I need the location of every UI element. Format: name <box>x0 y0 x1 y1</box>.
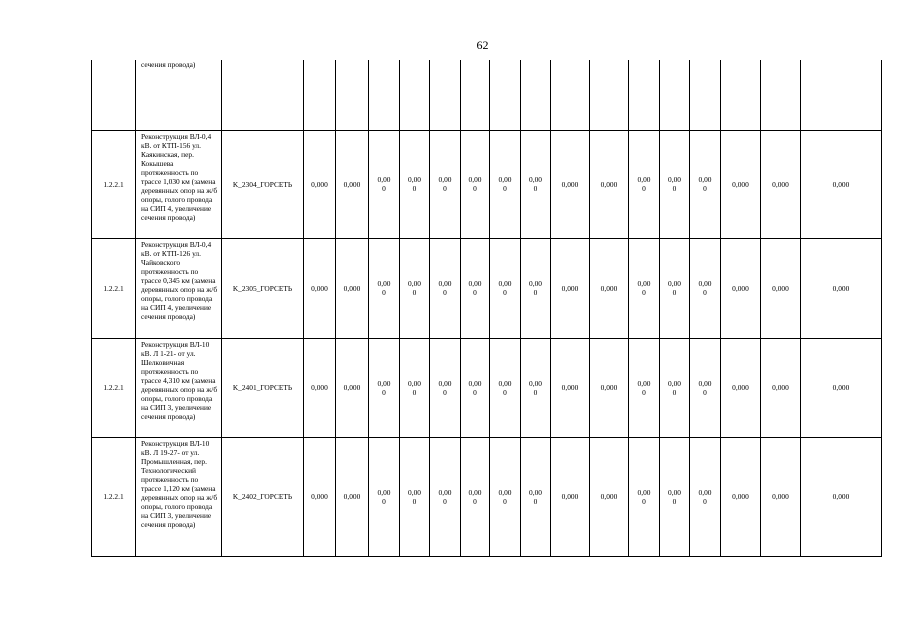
value-text: 0,000 <box>408 175 421 193</box>
cell-value: 0,000 <box>761 130 801 238</box>
cell-value: 0,000 <box>801 437 882 556</box>
cell-description: Реконструкция ВЛ-10 кВ. Л 1-21- от ул. Шелковичная протяженность по трассе 4,310 км (замена деревянных опор на ж/б опоры, голого провода на СИП 3, увеличение сечения провода) <box>136 338 222 437</box>
cell-value <box>629 60 660 130</box>
cell-value: 0,000 <box>336 338 369 437</box>
cell-value <box>690 130 721 238</box>
cell-value: 0,000 <box>801 338 882 437</box>
cell-value <box>660 60 690 130</box>
cell-value <box>369 338 400 437</box>
cell-value <box>801 60 882 130</box>
cell-value <box>521 238 551 338</box>
cell-value <box>551 60 590 130</box>
value-text: 0,000 <box>668 378 681 397</box>
cell-value <box>690 238 721 338</box>
cell-value: 0,000 <box>721 130 761 238</box>
value-text: 0,000 <box>468 175 482 193</box>
value-text: 0,000 <box>377 487 391 506</box>
value-text: 0,000 <box>668 487 681 506</box>
cell-value <box>461 338 490 437</box>
cell-value: 0,000 <box>590 437 629 556</box>
value-text: 0,000 <box>668 175 681 193</box>
cell-value <box>430 60 461 130</box>
cell-value: 0,000 <box>304 238 336 338</box>
value-text: 0,000 <box>637 279 651 297</box>
value-text: 0,000 <box>529 487 542 506</box>
cell-value <box>369 437 400 556</box>
cell-value: 0,000 <box>801 238 882 338</box>
table-row <box>92 238 882 338</box>
value-text: 0,000 <box>438 279 452 297</box>
cell-value <box>430 437 461 556</box>
code-text: K_2401_ГОРСЕТЬ <box>232 383 293 392</box>
cell-value <box>521 437 551 556</box>
cell-description: сечения провода) <box>136 60 222 130</box>
value-text: 0,000 <box>498 279 512 297</box>
cell-value <box>369 60 400 130</box>
cell-value <box>400 437 430 556</box>
cell-value <box>430 338 461 437</box>
cell-value: 0,000 <box>304 130 336 238</box>
value-text: 0,000 <box>698 378 712 397</box>
value-text: 0,000 <box>698 487 712 506</box>
table-body <box>92 60 882 556</box>
cell-value <box>690 437 721 556</box>
cell-value <box>461 130 490 238</box>
value-text: 0,000 <box>637 487 651 506</box>
table-row <box>92 437 882 556</box>
cell-value <box>490 437 521 556</box>
cell-value: 0,000 <box>304 437 336 556</box>
cell-value <box>490 60 521 130</box>
cell-value <box>461 60 490 130</box>
cell-value: 0,000 <box>304 338 336 437</box>
cell-value <box>761 60 801 130</box>
value-text: 0,000 <box>408 487 421 506</box>
cell-code <box>222 437 304 556</box>
cell-num <box>92 60 136 130</box>
cell-value: 0,000 <box>721 238 761 338</box>
cell-value <box>660 130 690 238</box>
cell-value: 0,000 <box>336 130 369 238</box>
cell-value: 0,000 <box>761 338 801 437</box>
page-number: 62 <box>476 38 489 52</box>
value-text: 0,000 <box>438 487 452 506</box>
cell-value <box>490 338 521 437</box>
value-text: 0,000 <box>377 378 391 397</box>
value-text: 0,000 <box>498 487 512 506</box>
cell-value: 0,000 <box>590 338 629 437</box>
value-text: 0,000 <box>498 175 512 193</box>
cell-value <box>521 130 551 238</box>
cell-value <box>400 238 430 338</box>
cell-value <box>629 437 660 556</box>
cell-value: 0,000 <box>336 437 369 556</box>
table-row <box>92 338 882 437</box>
cell-value <box>490 238 521 338</box>
value-text: 0,000 <box>438 378 452 397</box>
cell-value <box>490 130 521 238</box>
cell-value: 0,000 <box>721 437 761 556</box>
cell-value <box>629 338 660 437</box>
cell-value <box>336 60 369 130</box>
cell-value <box>430 238 461 338</box>
cell-value: 0,000 <box>551 238 590 338</box>
value-text: 0,000 <box>408 378 421 397</box>
cell-value: 0,000 <box>336 238 369 338</box>
value-text: 0,000 <box>529 279 542 297</box>
table-row-continuation <box>92 60 882 130</box>
cell-code <box>222 130 304 238</box>
cell-value: 0,000 <box>801 130 882 238</box>
cell-value: 0,000 <box>551 437 590 556</box>
cell-value: 0,000 <box>761 238 801 338</box>
code-text: K_2402_ГОРСЕТЬ <box>232 492 293 501</box>
cell-num: 1.2.2.1 <box>92 338 136 437</box>
value-text: 0,000 <box>529 378 542 397</box>
table-row <box>92 130 882 238</box>
cell-value <box>660 338 690 437</box>
cell-value <box>430 130 461 238</box>
cell-value <box>369 238 400 338</box>
cell-value <box>690 338 721 437</box>
cell-value: 0,000 <box>590 238 629 338</box>
code-text: K_2304_ГОРСЕТЬ <box>232 179 293 189</box>
cell-value: 0,000 <box>590 130 629 238</box>
cell-value <box>400 130 430 238</box>
cell-num: 1.2.2.1 <box>92 238 136 338</box>
cell-value <box>521 338 551 437</box>
data-table <box>91 60 882 557</box>
cell-value <box>721 60 761 130</box>
cell-value <box>461 238 490 338</box>
cell-description: Реконструкция ВЛ-0,4 кВ. от КТП-156 ул. Каякинская, пер. Кокышева протяженность по трассе 1,030 км (замена деревянных опор на ж/б опоры, голого провода на СИП 4, увеличение сечения провода) <box>136 130 222 238</box>
cell-value: 0,000 <box>551 338 590 437</box>
cell-description: Реконструкция ВЛ-0,4 кВ. от КТП-126 ул. Чайковского протяженность по трассе 0,345 км (замена деревянных опор на ж/б опоры, голого провода на СИП 4, увеличение сечения провода) <box>136 238 222 338</box>
value-text: 0,000 <box>438 175 452 193</box>
value-text: 0,000 <box>668 279 681 297</box>
cell-code <box>222 338 304 437</box>
value-text: 0,000 <box>698 175 712 193</box>
cell-description: Реконструкция ВЛ-10 кВ. Л 19-27- от ул. Промышленная, пер. Технологический протяженность по трассе 1,120 км (замена деревянных опор на ж/б опоры, голого провода на СИП 3, увеличение сечения провода) <box>136 437 222 556</box>
code-text: K_2305_ГОРСЕТЬ <box>232 283 293 293</box>
cell-value: 0,000 <box>761 437 801 556</box>
value-text: 0,000 <box>637 175 651 193</box>
cell-code <box>222 238 304 338</box>
cell-value <box>461 437 490 556</box>
value-text: 0,000 <box>698 279 712 297</box>
cell-value <box>629 130 660 238</box>
cell-num: 1.2.2.1 <box>92 130 136 238</box>
cell-value <box>400 338 430 437</box>
value-text: 0,000 <box>529 175 542 193</box>
cell-value <box>521 60 551 130</box>
value-text: 0,000 <box>468 378 482 397</box>
cell-value <box>629 238 660 338</box>
cell-value <box>590 60 629 130</box>
cell-code <box>222 60 304 130</box>
value-text: 0,000 <box>637 378 651 397</box>
value-text: 0,000 <box>498 378 512 397</box>
value-text: 0,000 <box>468 279 482 297</box>
cell-value <box>690 60 721 130</box>
cell-value <box>304 60 336 130</box>
value-text: 0,000 <box>377 279 391 297</box>
value-text: 0,000 <box>377 175 391 193</box>
cell-value <box>660 238 690 338</box>
cell-value <box>660 437 690 556</box>
cell-value <box>369 130 400 238</box>
cell-value: 0,000 <box>551 130 590 238</box>
value-text: 0,000 <box>408 279 421 297</box>
cell-value: 0,000 <box>721 338 761 437</box>
cell-num: 1.2.2.1 <box>92 437 136 556</box>
cell-value <box>400 60 430 130</box>
value-text: 0,000 <box>468 487 482 506</box>
